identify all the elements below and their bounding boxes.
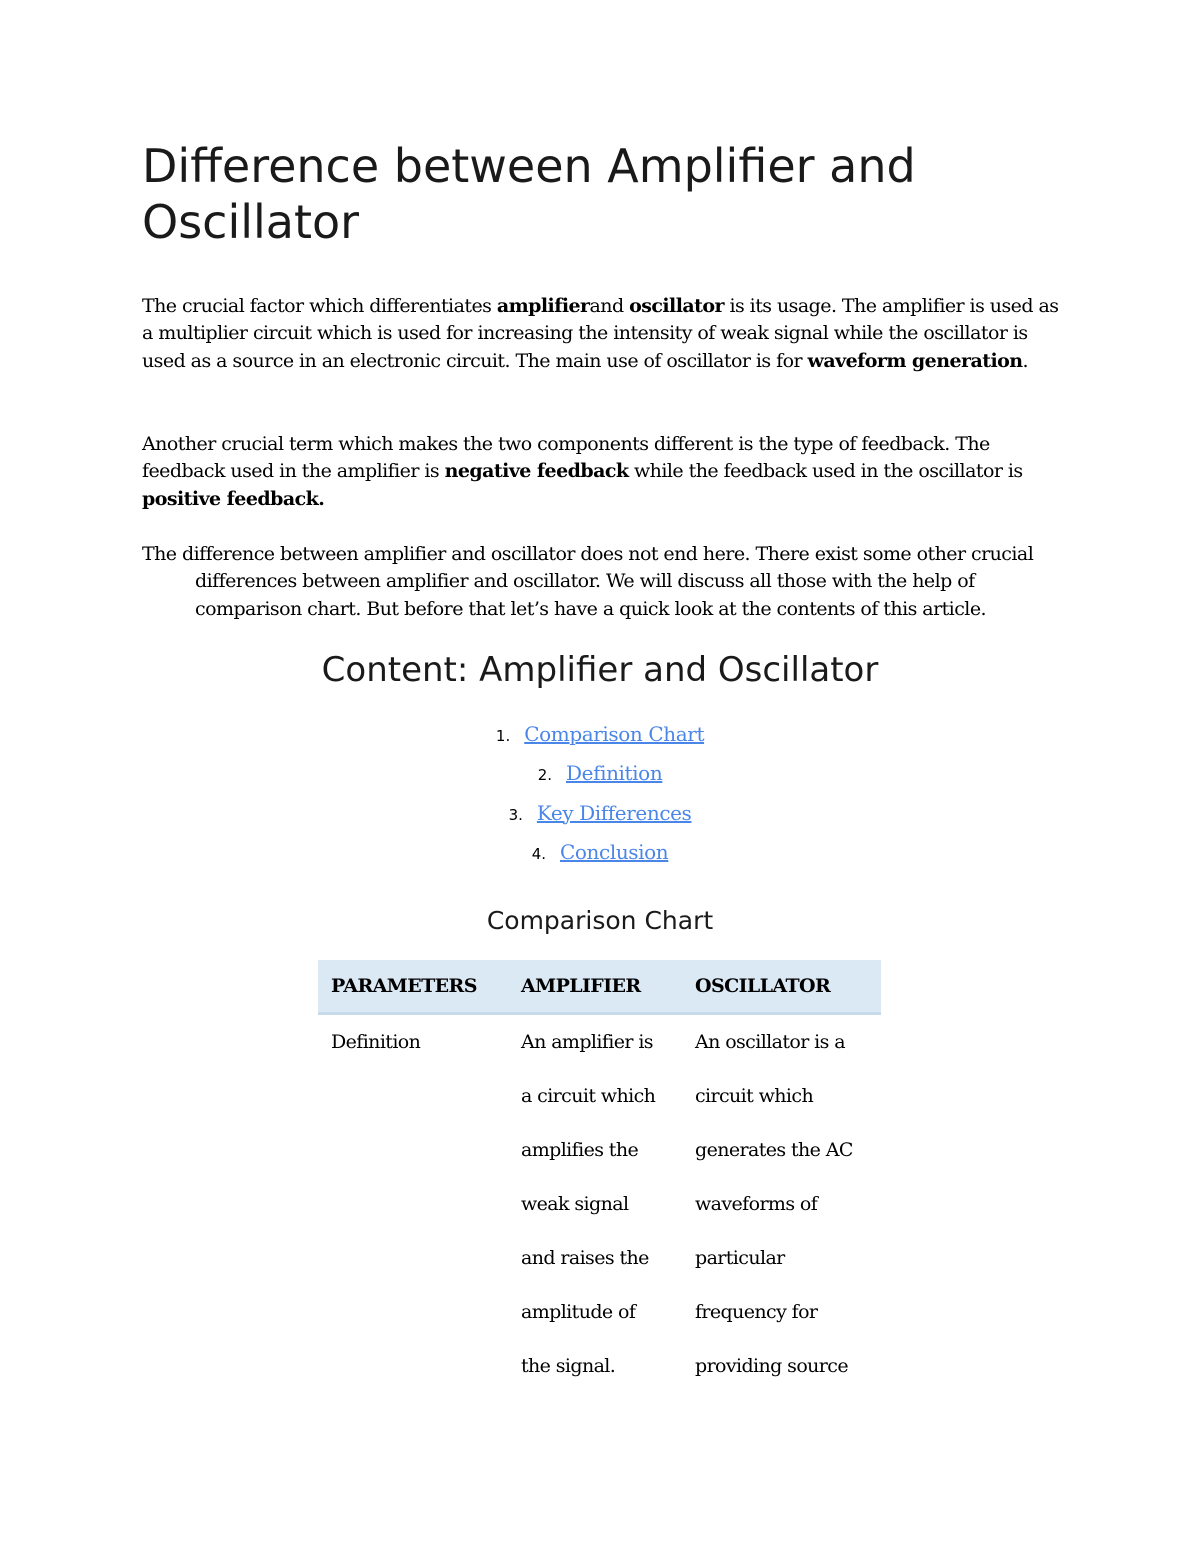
- header-parameters: PARAMETERS: [318, 960, 508, 1014]
- list-number: 1.: [495, 727, 511, 745]
- link-definition[interactable]: Definition: [566, 761, 663, 786]
- table-row: [318, 1014, 881, 1394]
- link-key-differences[interactable]: Key Differences: [536, 800, 692, 825]
- text-run: while the feedback used in the oscillator is: [628, 460, 1023, 483]
- link-conclusion[interactable]: Conclusion: [560, 839, 669, 864]
- cell-line: providing source: [695, 1355, 848, 1377]
- bold-term-positive-feedback: positive feedback.: [142, 487, 325, 510]
- link-comparison-chart[interactable]: Comparison Chart: [524, 722, 705, 746]
- article-title: Difference between Amplifier and Oscillator: [142, 139, 916, 249]
- text-run: Another crucial term which makes the two components different is the type of feedback. The feedback used in the amplifier is: [142, 433, 990, 483]
- cell-line: amplifies the: [521, 1139, 639, 1161]
- cell-line: weak signal: [521, 1193, 629, 1215]
- bold-term-waveform-generation: waveform generation: [807, 349, 1023, 372]
- cell-line: waveforms of: [695, 1193, 818, 1215]
- cell-line: a circuit which: [521, 1085, 656, 1107]
- bold-term-negative-feedback: negative feedback: [444, 460, 629, 483]
- list-number: 2.: [537, 766, 552, 785]
- contents-item: [0, 718, 1200, 757]
- feedback-paragraph: [142, 431, 1067, 513]
- table-header-row: [318, 960, 881, 1014]
- header-amplifier: AMPLIFIER: [508, 960, 682, 1014]
- text-run: .: [1022, 349, 1029, 372]
- bold-term-amplifier: amplifier: [496, 295, 590, 317]
- text-run: and: [589, 295, 630, 317]
- cell-line: An oscillator is a: [695, 1031, 845, 1053]
- cell-line: frequency for: [695, 1301, 818, 1323]
- cell-oscillator-definition: [682, 1014, 881, 1394]
- cell-line: generates the AC: [695, 1139, 853, 1161]
- list-number: 4.: [531, 844, 546, 863]
- header-oscillator: OSCILLATOR: [682, 960, 881, 1014]
- cell-line: the signal.: [521, 1355, 616, 1377]
- bold-term-oscillator: oscillator: [629, 295, 724, 317]
- cell-parameter: Definition: [331, 1031, 421, 1053]
- cell-line: amplitude of: [521, 1301, 636, 1323]
- differences-paragraph: The difference between amplifier and oscillator does not end here. There exist some other crucial differences between amplifier and oscillator. We will discuss all those with the help of comparison chart. But before that let’s have a quick look at the contents of this article.: [142, 543, 1034, 620]
- list-number: 3.: [508, 805, 523, 824]
- contents-item: [0, 757, 1200, 796]
- comparison-chart-heading: Comparison Chart: [486, 906, 714, 935]
- text-run: The crucial factor which differentiates: [142, 295, 497, 317]
- intro-paragraph: [142, 293, 1067, 375]
- contents-list: [0, 718, 1200, 875]
- contents-heading: Content: Amplifier and Oscillator: [321, 650, 879, 690]
- text-run: is its usage. The amplifier is used as a multiplier circuit which is used for increasing the intensity of weak signal while the oscillator is used as a source in an electronic circuit. The main use of oscillator is for: [142, 295, 1059, 372]
- cell-amplifier-definition: [508, 1014, 682, 1394]
- contents-item: [0, 836, 1200, 875]
- cell-line: and raises the: [521, 1247, 649, 1269]
- contents-item: [0, 797, 1200, 836]
- comparison-table: [318, 960, 881, 1393]
- cell-line: circuit which: [695, 1085, 814, 1107]
- cell-line: An amplifier is: [521, 1031, 653, 1053]
- cell-line: particular: [695, 1247, 785, 1269]
